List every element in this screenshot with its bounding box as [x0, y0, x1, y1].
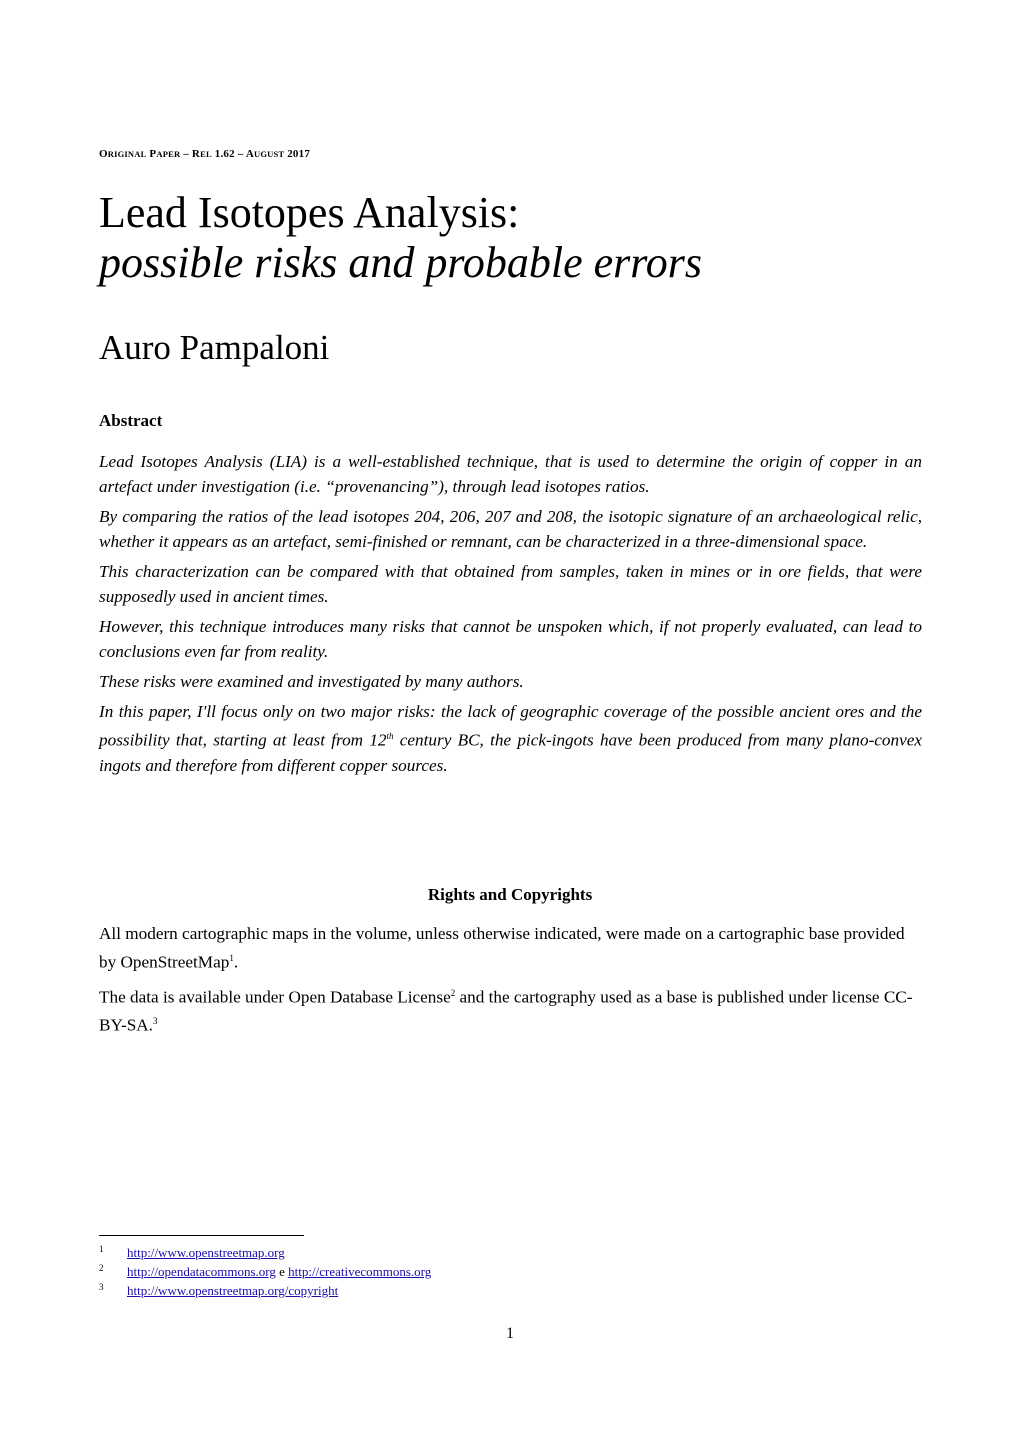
- footnote-link[interactable]: http://www.openstreetmap.org: [127, 1245, 285, 1260]
- footnote-link[interactable]: http://creativecommons.org: [288, 1264, 432, 1279]
- abstract-heading: Abstract: [99, 411, 163, 430]
- rights-paragraph: The data is available under Open Database License$^2$ and the cartography used as a base is published under license CC-BY-SA.$^3$: [99, 987, 913, 1036]
- footnote-number: 3: [99, 1282, 104, 1292]
- footnote-divider: [99, 1235, 304, 1236]
- abstract-paragraph: In this paper, I'll focus only on two major risks: the lack of geographic coverage of the possible ancient ores and the possibility that, starting at least from 12th century BC, the pick-ingots have been produced from many plano-convex ingots and therefore from different copper sources.: [99, 702, 922, 775]
- footnote-ref[interactable]: 3: [152, 1016, 158, 1027]
- rights-body: [99, 921, 922, 1044]
- superscript: th: [386, 731, 394, 741]
- abstract-body: [99, 449, 922, 783]
- page-number: 1: [506, 1325, 514, 1342]
- footnote-number: 2: [99, 1263, 104, 1273]
- document-page: ORIGINAL PAPER – REL 1.62 – AUGUST 2017 Lead Isotopes Analysis: possible risks and probable errors Auro Pampaloni Abstract Lead Isotopes Analysis (LIA) is a well-established technique, that is used to determine the origin of copper in an artefact under investigation (i.e. “provenancing”), through lead isotopes ratios. By comparing the ratios of the lead isotopes 204, 206, 207 and 208, the isotopic signature of an archaeological relic, whether it appears as an artefact, semi-finished or remnant, can be characterized in a three-dimensional space. This characterization can be compared with that obtained from samples, taken in mines or in ore fields, that were supposedly used in ancient times. However, this technique introduces many risks that cannot be unspoken which, if not properly evaluated, can lead to conclusions even far from reality. These risks were examined and investigated by many authors. In this paper, I'll focus only on two major risks: the lack of geographic coverage of the possible ancient ores and the possibility that, starting at least from 12th century BC, the pick-ingots have been produced from many plano-convex ingots and therefore from different copper sources. Rights and Copyrights All modern cartographic maps in the volume, unless otherwise indicated, were made on a cartographic base provided by OpenStreetMap$^1$. The data is available under Open Database License$^2$ and the cartography used as a base is published under license CC-BY-SA.$^3$ 1 http://www.openstreetmap.org 2 http://opendatacommons.org e http://creativecommons.org 3 http://www.openstreetmap.org/copyright 1: [0, 0, 1020, 1443]
- footnote-link[interactable]: http://www.openstreetmap.org/copyright: [127, 1283, 339, 1298]
- footnote-ref[interactable]: 1: [229, 953, 234, 963]
- title-line-1: Lead Isotopes Analysis:: [99, 188, 520, 237]
- paper-title: [99, 188, 702, 288]
- footnote-ref[interactable]: 2: [450, 987, 456, 998]
- author-name: Auro Pampaloni: [99, 328, 330, 367]
- title-line-2: possible risks and probable errors: [99, 238, 702, 287]
- abstract-paragraph: However, this technique introduces many risks that cannot be unspoken which, if not properly evaluated, can lead to conclusions even far from reality.: [99, 617, 922, 661]
- paper-header: ORIGINAL PAPER – REL 1.62 – AUGUST 2017: [99, 148, 311, 160]
- abstract-paragraph: Lead Isotopes Analysis (LIA) is a well-established technique, that is used to determine the origin of copper in an artefact under investigation (i.e. “provenancing”), through lead isotopes ratios.: [99, 452, 922, 496]
- abstract-paragraph: These risks were examined and investigated by many authors.: [99, 672, 524, 691]
- footnote-number: 1: [99, 1244, 104, 1254]
- abstract-paragraph: By comparing the ratios of the lead isotopes 204, 206, 207 and 208, the isotopic signature of an archaeological relic, whether it appears as an artefact, semi-finished or remnant, can be characterized in a three-dimensional space.: [99, 507, 922, 551]
- rights-heading: Rights and Copyrights: [427, 885, 593, 904]
- footnote-link[interactable]: http://opendatacommons.org: [127, 1264, 276, 1279]
- rights-paragraph: All modern cartographic maps in the volume, unless otherwise indicated, were made on a cartographic base provided by OpenStreetMap$^1$.: [99, 924, 905, 972]
- abstract-paragraph: This characterization can be compared with that obtained from samples, taken in mines or in ore fields, that were supposedly used in ancient times.: [99, 562, 922, 606]
